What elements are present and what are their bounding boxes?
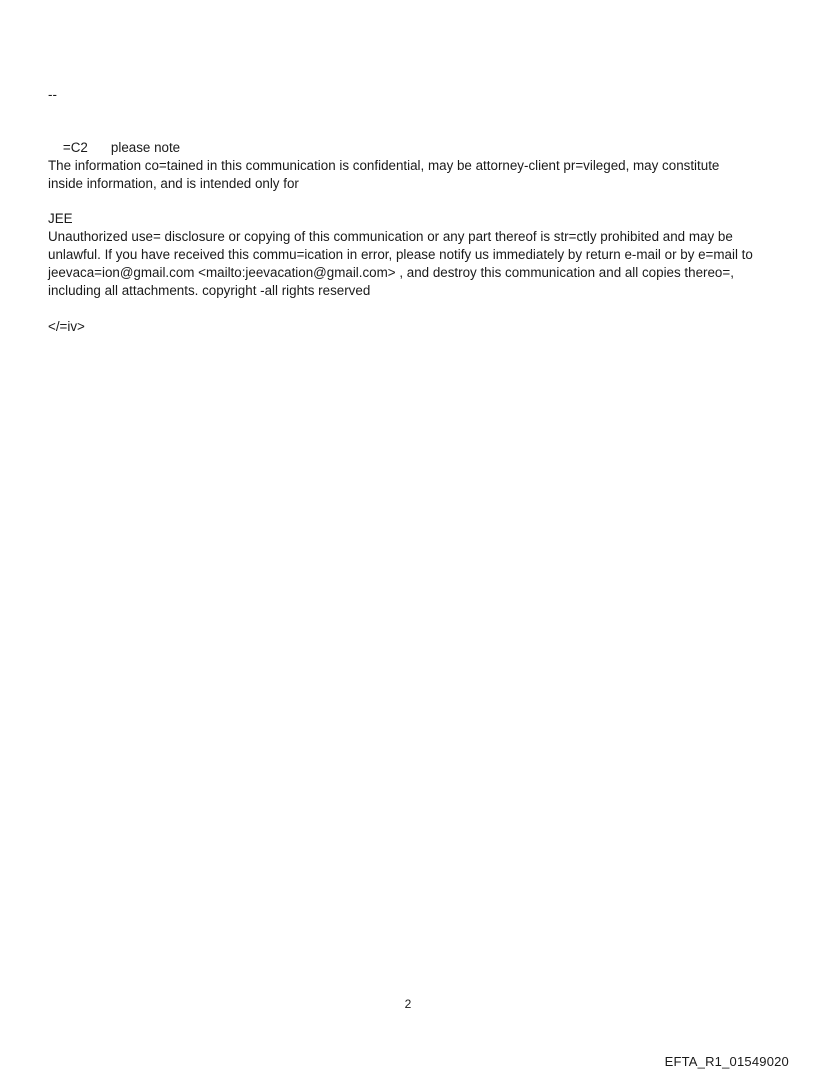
unauthorized-use-notice <box>48 228 778 300</box>
note-label: please note <box>110 140 181 155</box>
closing-tag: </=iv> <box>48 319 85 334</box>
page-number: 2 <box>404 997 412 1011</box>
confidentiality-line: inside information, and is intended only for <box>48 176 299 191</box>
unauthorized-line: unlawful. If you have received this commu=ication in error, please notify us immediately by return e-mail or by e=mail to <box>48 247 753 262</box>
confidentiality-line: The information co=tained in this communication is confidential, may be attorney-client pr=vileged, may constitute <box>48 158 720 173</box>
document-id: EFTA_R1_01549020 <box>664 1054 789 1069</box>
unauthorized-line: Unauthorized use= disclosure or copying of this communication or any part thereof is str=ctly prohibited and may be <box>48 229 733 244</box>
unauthorized-line: jeevaca=ion@gmail.com <mailto:jeevacation@gmail.com> , and destroy this communication and all copies thereo=, <box>48 265 734 280</box>
signature-separator: -- <box>48 87 57 102</box>
confidentiality-notice <box>48 157 778 193</box>
unauthorized-line: including all attachments. copyright -all rights reserved <box>48 283 371 298</box>
sender-initials: JEE <box>48 211 73 226</box>
note-prefix: =C2 <box>62 140 88 155</box>
